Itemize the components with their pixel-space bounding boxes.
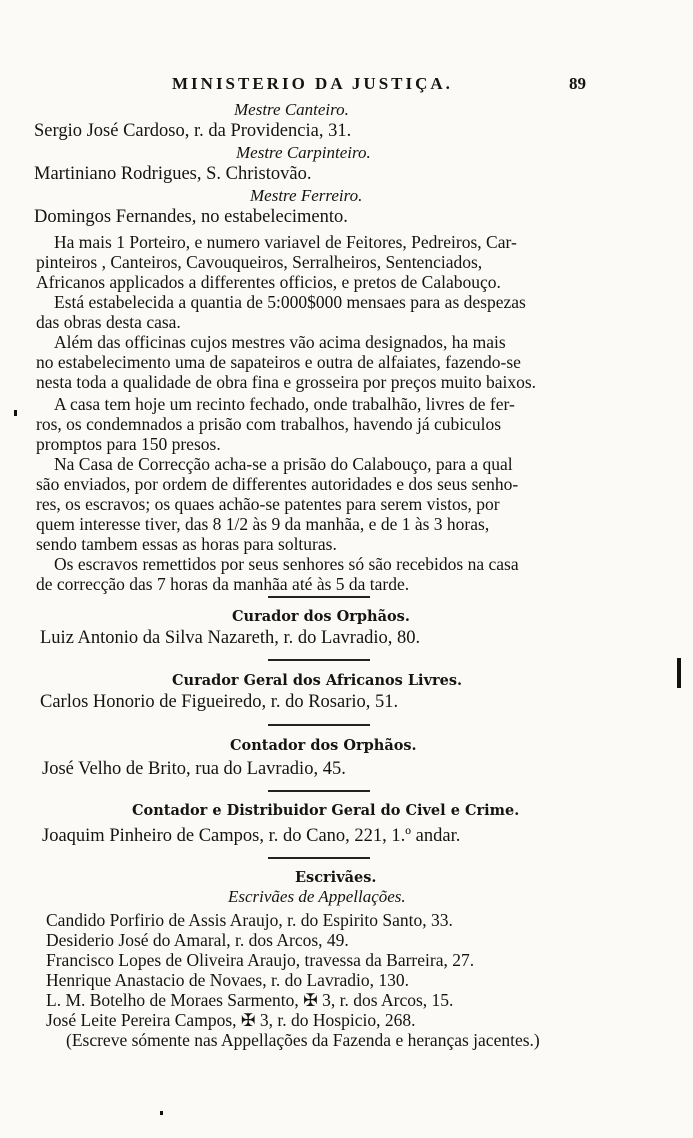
para3-line: Além das officinas cujos mestres vão acima designados, ha mais — [54, 332, 506, 352]
heading-curador-africanos: Curador Geral dos Africanos Livres. — [172, 672, 463, 689]
heading-escrivaes: Escrivães. — [295, 869, 377, 886]
escrivao-entry: Henrique Anastacio de Novaes, r. do Lavradio, 130. — [46, 970, 410, 990]
para5-line: quem interesse tiver, das 8 1/2 às 9 da manhãa, e de 1 às 3 horas, — [36, 514, 490, 534]
escrivao-entry: José Leite Pereira Campos, ✠ 3, r. do Hospicio, 268. — [46, 1010, 416, 1030]
para3-line: nesta toda a qualidade de obra fina e grosseira por preços muito baixos. — [36, 372, 537, 392]
section-rule — [268, 596, 370, 598]
escrivao-entry: Candido Porfirio de Assis Araujo, r. do Espirito Santo, 33. — [46, 910, 453, 930]
para1-line: Africanos applicados a differentes officios, e pretos de Calabouço. — [36, 272, 501, 292]
para6-line: de correcção das 7 horas da manhãa até às 5 da tarde. — [36, 574, 410, 594]
section-rule — [268, 724, 370, 726]
subheading-mestre-canteiro: Mestre Canteiro. — [234, 100, 349, 119]
entry-canteiro: Sergio José Cardoso, r. da Providencia, 31. — [34, 121, 352, 141]
entry-curador-africanos: Carlos Honorio de Figueiredo, r. do Rosario, 51. — [40, 692, 399, 712]
running-title: MINISTERIO DA JUSTIÇA. — [172, 74, 453, 93]
entry-contador-orphaos: José Velho de Brito, rua do Lavradio, 45. — [42, 759, 346, 779]
para5-line: sendo tambem essas as horas para solturas. — [36, 534, 337, 554]
para4-line: promptos para 150 presos. — [36, 434, 221, 454]
section-rule — [268, 659, 370, 661]
running-header — [0, 74, 693, 98]
para5-line: são enviados, por ordem de differentes autoridades e dos seus senho- — [36, 474, 519, 494]
section-rule — [268, 790, 370, 792]
para1-line: Ha mais 1 Porteiro, e numero variavel de Feitores, Pedreiros, Car- — [54, 232, 517, 252]
margin-mark — [14, 410, 17, 416]
section-rule — [268, 857, 370, 859]
para4-line: ros, os condemnados a prisão com trabalhos, havendo já cubiculos — [36, 414, 502, 434]
entry-ferreiro: Domingos Fernandes, no estabelecimento. — [34, 207, 348, 227]
page-number: 89 — [569, 74, 586, 93]
heading-contador-orphaos: Contador dos Orphãos. — [230, 737, 417, 754]
escrivao-entry: L. M. Botelho de Moraes Sarmento, ✠ 3, r. dos Arcos, 15. — [46, 990, 454, 1010]
para2-line: Está estabelecida a quantia de 5:000$000 mensaes para as despezas — [54, 292, 526, 312]
entry-carpinteiro: Martiniano Rodrigues, S. Christovão. — [34, 164, 312, 184]
escrivao-entry: Desiderio José do Amaral, r. dos Arcos, 49. — [46, 930, 349, 950]
subheading-mestre-carpinteiro: Mestre Carpinteiro. — [236, 143, 371, 162]
para5-line: Na Casa de Correcção acha-se a prisão do Calabouço, para a qual — [54, 454, 513, 474]
subheading-escrivaes-appellacoes: Escrivães de Appellações. — [228, 887, 406, 906]
para4-line: A casa tem hoje um recinto fechado, onde trabalhão, livres de fer- — [54, 394, 515, 414]
para1-line: pinteiros , Canteiros, Cavouqueiros, Serralheiros, Sentenciados, — [36, 252, 483, 272]
escrivaes-note: (Escreve sómente nas Appellações da Fazenda e heranças jacentes.) — [66, 1030, 540, 1050]
para3-line: no estabelecimento uma de sapateiros e outra de alfaiates, fazendo-se — [36, 352, 521, 372]
para2-line: das obras desta casa. — [36, 312, 181, 332]
margin-mark — [677, 658, 681, 688]
heading-curador-orphaos: Curador dos Orphãos. — [232, 608, 410, 625]
escrivao-entry: Francisco Lopes de Oliveira Araujo, travessa da Barreira, 27. — [46, 950, 475, 970]
heading-contador-distribuidor: Contador e Distribuidor Geral do Civel e Crime. — [132, 802, 520, 819]
para5-line: res, os escravos; os quaes achão-se patentes para serem vistos, por — [36, 494, 500, 514]
margin-mark — [160, 1111, 163, 1115]
subheading-mestre-ferreiro: Mestre Ferreiro. — [250, 186, 363, 205]
para6-line: Os escravos remettidos por seus senhores só são recebidos na casa — [54, 554, 519, 574]
entry-curador-orphaos: Luiz Antonio da Silva Nazareth, r. do Lavradio, 80. — [40, 628, 421, 648]
entry-contador-distribuidor: Joaquim Pinheiro de Campos, r. do Cano, 221, 1.º andar. — [42, 826, 461, 846]
